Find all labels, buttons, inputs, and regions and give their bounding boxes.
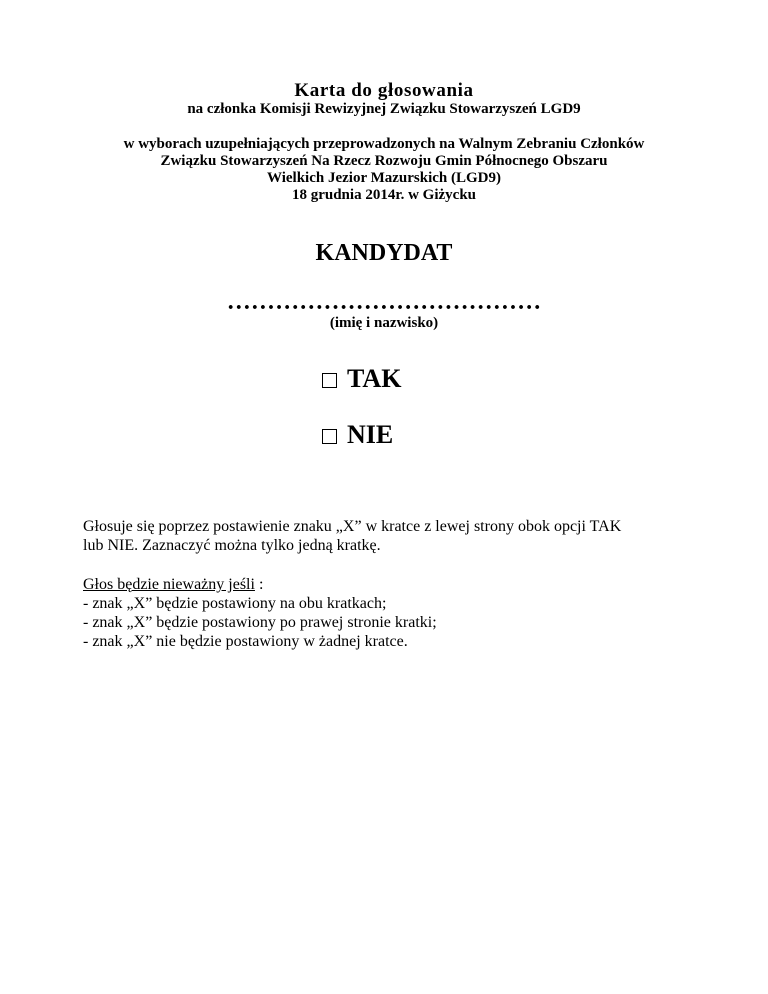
description-line: Wielkich Jezior Mazurskich (LGD9) (266, 170, 501, 186)
candidate-heading: KANDYDAT (315, 240, 453, 266)
invalid-rule-item: - znak „X” będzie postawiony na obu kratkach; (83, 595, 387, 612)
invalid-rule-item: - znak „X” nie będzie postawiony w żadnej kratce. (83, 633, 408, 650)
nie-label: NIE (347, 420, 394, 449)
ballot-title: Karta do głosowania (294, 80, 474, 101)
invalid-rules-heading-line (83, 575, 703, 594)
option-tak[interactable] (322, 365, 401, 393)
election-description (0, 136, 768, 204)
candidate-name-caption: (imię i nazwisko) (329, 315, 439, 331)
invalid-vote-rules (83, 575, 703, 651)
invalid-rules-heading-suffix: : (254, 576, 264, 593)
election-date-line: 18 grudnia 2014r. w Giżycku (291, 187, 477, 203)
description-line: w wyborach uzupełniających przeprowadzonych na Walnym Zebraniu Członków (123, 136, 645, 152)
instructions-line: Głosuje się poprzez postawienie znaku „X” w kratce z lewej strony obok opcji TAK (83, 518, 622, 535)
candidate-name-field[interactable]: ………………………………… (226, 289, 542, 315)
invalid-rule-item: - znak „X” będzie postawiony po prawej stronie kratki; (83, 614, 437, 631)
tak-checkbox[interactable] (322, 373, 337, 388)
ballot-subtitle: na członka Komisji Rewizyjnej Związku Stowarzyszeń LGD9 (187, 101, 581, 117)
option-nie[interactable] (322, 421, 393, 449)
description-line: Związku Stowarzyszeń Na Rzecz Rozwoju Gmin Północnego Obszaru (160, 153, 608, 169)
tak-label: TAK (347, 364, 402, 393)
nie-checkbox[interactable] (322, 429, 337, 444)
voting-instructions (83, 517, 703, 555)
invalid-rules-heading: Głos będzie nieważny jeśli (83, 576, 255, 593)
instructions-line: lub NIE. Zaznaczyć można tylko jedną kratkę. (83, 537, 381, 554)
